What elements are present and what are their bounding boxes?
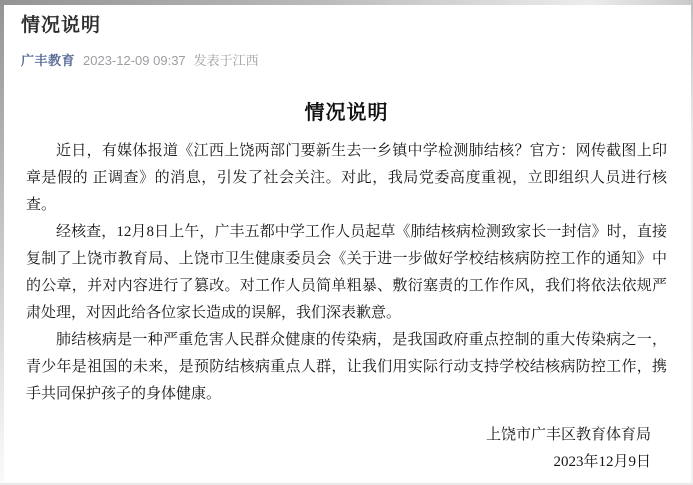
document-body bbox=[21, 100, 672, 476]
signature-date: 2023年12月9日 bbox=[553, 454, 651, 470]
account-name-link[interactable]: 广丰教育 bbox=[21, 53, 76, 68]
publish-location: 发表于江西 bbox=[193, 53, 259, 68]
signature-org: 上饶市广丰区教育体育局 bbox=[485, 427, 651, 443]
article-meta bbox=[21, 53, 672, 69]
publish-time: 2023-12-09 09:37 bbox=[83, 53, 186, 68]
document-title: 情况说明 bbox=[304, 102, 389, 124]
page-title: 情况说明 bbox=[21, 15, 102, 36]
paragraph-investigation: 经核查，12月8日上午，广丰五都中学工作人员起草《肺结核病检测致家长一封信》时，直接复制了上饶市教育局、上饶市卫生健康委员会《关于进一步做好学校结核病防控工作的通知》中的公章，并对内容进行了篡改。对工作人员简单粗暴、敷衍塞责的工作作风，我们将依法依规严肃处理，对因此给各位家长造成的误解，我们深表歉意。 bbox=[26, 224, 667, 321]
paragraph-intro: 近日，有媒体报道《江西上饶两部门要新生去一乡镇中学检测肺结核？官方：网传截图上印章是假的 正调查》的消息，引发了社会关注。对此，我局党委高度重视，立即组织人员进行核查。 bbox=[26, 143, 667, 213]
signature-block bbox=[26, 422, 667, 476]
paragraph-health-appeal: 肺结核病是一种严重危害人民群众健康的传染病，是我国政府重点控制的重大传染病之一，青少年是祖国的未来，是预防结核病重点人群，让我们用实际行动支持学校结核病防控工作，携手共同保护孩子的身体健康。 bbox=[26, 332, 667, 402]
